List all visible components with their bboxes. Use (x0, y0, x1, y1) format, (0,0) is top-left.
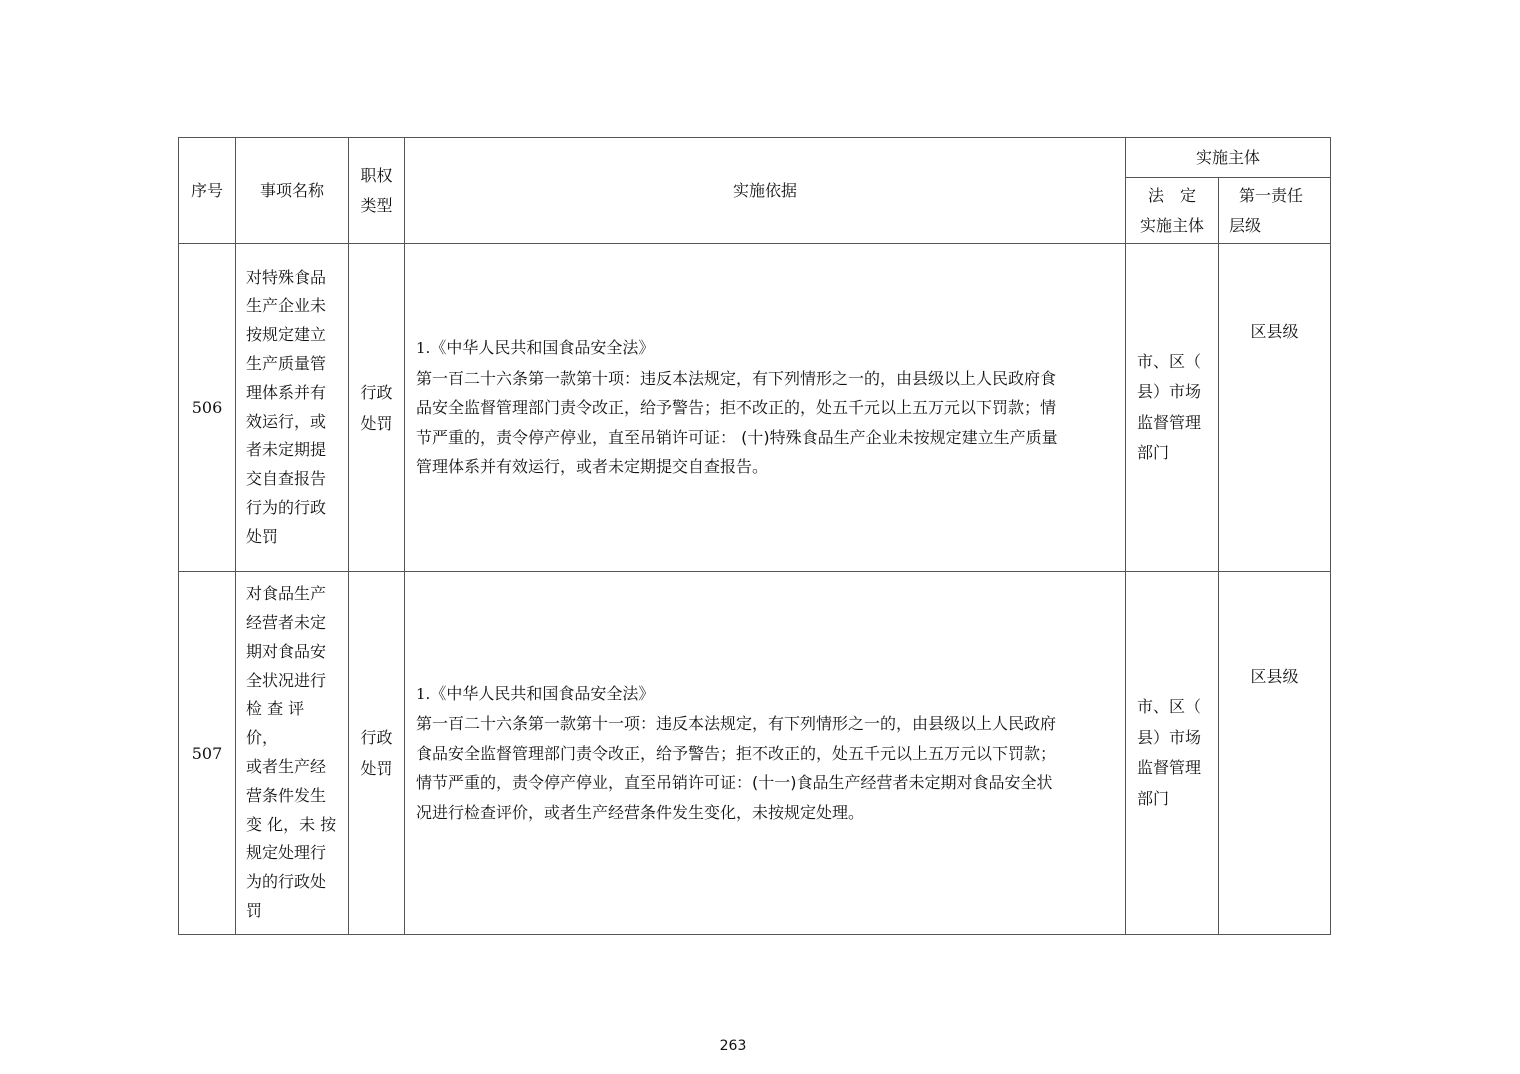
basis-number: 1. (416, 684, 431, 703)
basis-line: 情节严重的，责令停产停业，直至吊销许可证：(十一)食品生产经营者未定期对食品安全状 (416, 773, 1053, 793)
header-index: 序号 (179, 138, 236, 244)
type-line: 行政 (360, 728, 393, 747)
row-entity (1126, 572, 1219, 935)
basis-title-text: 《中华人民共和国食品安全法》 (430, 338, 655, 358)
name-line: 行为的行政 (246, 497, 327, 517)
name-line: 全状况进行 (246, 670, 327, 690)
basis-number: 1. (416, 339, 431, 358)
level-text: 区县级 (1250, 321, 1299, 341)
header-level (1219, 178, 1331, 244)
header-name: 事项名称 (236, 138, 349, 244)
name-line: 期对食品安 (246, 641, 327, 661)
level-text: 区县级 (1250, 667, 1299, 686)
name-line: 罚 (246, 900, 263, 920)
header-basis: 实施依据 (405, 138, 1126, 244)
name-line: 理体系并有 (246, 382, 327, 402)
name-line: 规定处理行 (246, 843, 327, 863)
entity-line: 县）市场 (1137, 727, 1202, 747)
entity-line: 部门 (1137, 443, 1170, 462)
name-line: 变 化，未 按 (246, 814, 337, 834)
row-basis (405, 244, 1126, 572)
name-line: 效运行，或 (246, 411, 327, 431)
header-legal-line1: 法 定 (1147, 185, 1196, 205)
name-line: 者未定期提 (246, 440, 327, 460)
page-number: 263 (719, 1038, 747, 1054)
basis-title-text: 《中华人民共和国食品安全法》 (430, 683, 655, 703)
entity-line: 监督管理 (1137, 758, 1202, 777)
basis-line: 管理体系并有效运行，或者未定期提交自查报告。 (416, 457, 769, 477)
entity-line: 监督管理 (1137, 412, 1202, 432)
row-level (1219, 244, 1331, 572)
type-line: 行政 (360, 382, 393, 402)
basis-line: 第一百二十六条第一款第十项：违反本法规定，有下列情形之一的，由县级以上人民政府食 (416, 368, 1057, 388)
header-type-line2: 类型 (360, 195, 393, 215)
header-type (349, 138, 405, 244)
entity-line: 县）市场 (1137, 382, 1202, 401)
basis-line: 食品安全监督管理部门责令改正，给予警告；拒不改正的，处五千元以上五万元以下罚款； (416, 743, 1057, 763)
header-level-line1: 第一责任 (1239, 185, 1304, 205)
type-line: 处罚 (360, 413, 393, 433)
basis-line: 节严重的，责令停产停业，直至吊销许可证： (十)特殊食品生产企业未按规定建立生产质量 (416, 427, 1058, 447)
entity-line: 部门 (1137, 788, 1170, 808)
header-entity-group: 实施主体 (1126, 138, 1331, 178)
name-line: 对特殊食品 (246, 267, 327, 287)
header-type-line1: 职权 (360, 165, 393, 185)
name-line: 交自查报告 (246, 469, 327, 489)
basis-line: 第一百二十六条第一款第十一项：违反本法规定，有下列情形之一的，由县级以上人民政府 (416, 714, 1057, 734)
basis-title (416, 679, 1115, 710)
name-line: 为的行政处 (246, 872, 327, 892)
name-line: 生产企业未 (246, 296, 327, 316)
row-basis (405, 572, 1126, 935)
header-legal-line2: 实施主体 (1139, 215, 1204, 235)
row-index: 507 (179, 572, 236, 935)
basis-line: 品安全监督管理部门责令改正，给予警告；拒不改正的，处五千元以上五万元以下罚款；情 (416, 398, 1057, 418)
header-level-line2: 层级 (1229, 215, 1262, 235)
row-level (1219, 572, 1331, 935)
name-line: 处罚 (246, 526, 279, 546)
row-name (236, 572, 349, 935)
name-line: 经营者未定 (246, 613, 327, 633)
row-name (236, 244, 349, 572)
type-line: 处罚 (360, 759, 393, 778)
entity-line: 市、区（ (1137, 351, 1202, 371)
row-entity (1126, 244, 1219, 572)
row-type (349, 572, 405, 935)
basis-title (416, 333, 1115, 364)
name-line: 检 查 评 价， (246, 699, 305, 748)
table-row (179, 572, 1331, 935)
header-legal-entity (1126, 178, 1219, 244)
name-line: 或者生产经 (246, 757, 327, 776)
authority-table (178, 137, 1331, 935)
table-row (179, 244, 1331, 572)
name-line: 按规定建立 (246, 325, 327, 345)
name-line: 对食品生产 (246, 584, 327, 604)
row-index: 506 (179, 244, 236, 572)
name-line: 生产质量管 (246, 353, 327, 373)
entity-line: 市、区（ (1137, 697, 1202, 716)
row-type (349, 244, 405, 572)
name-line: 营条件发生 (246, 785, 327, 805)
basis-line: 况进行检查评价，或者生产经营条件发生变化，未按规定处理。 (416, 802, 865, 822)
